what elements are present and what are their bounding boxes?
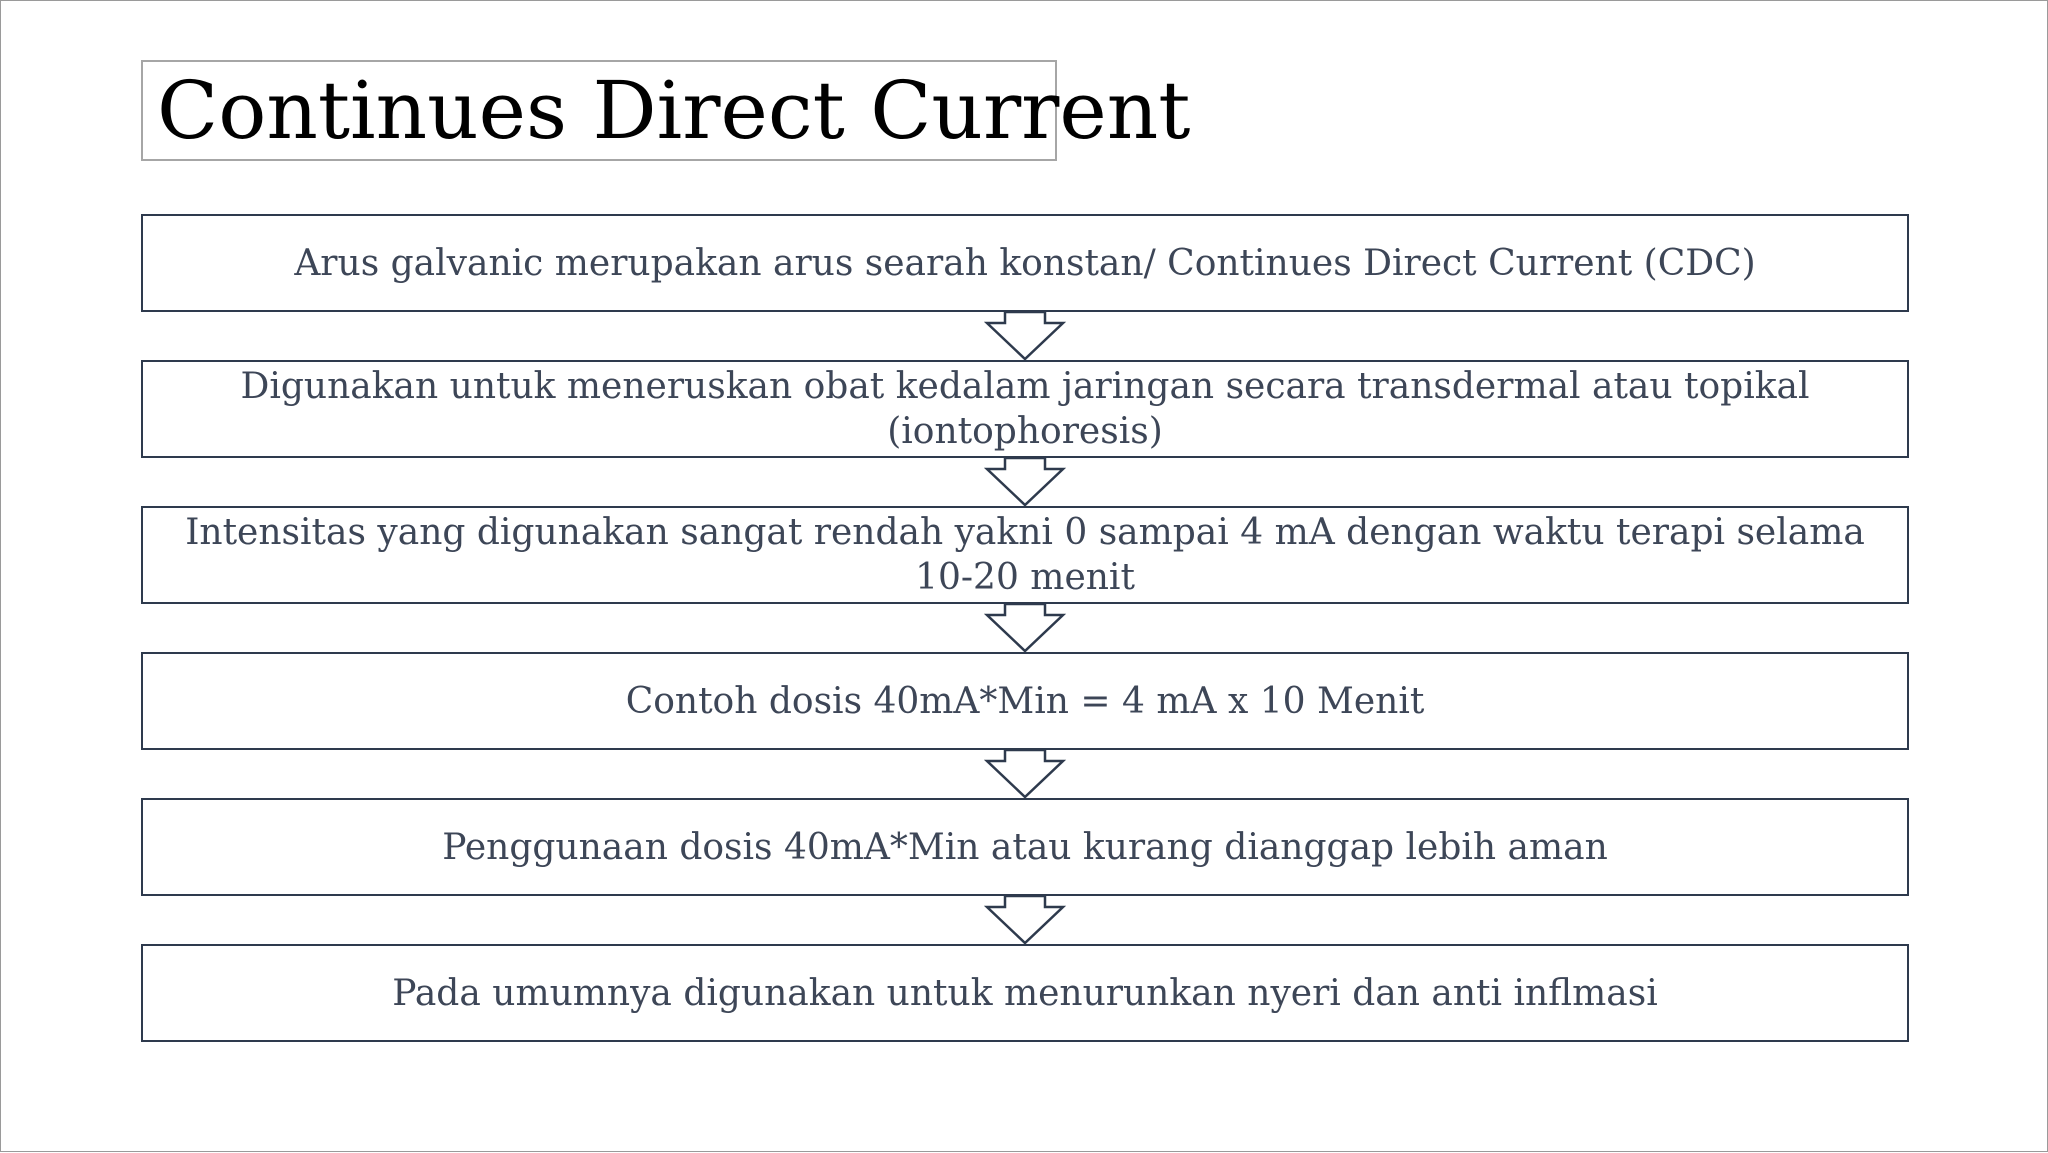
flow-step-4 (141, 652, 1909, 750)
down-arrow-icon-5 (987, 896, 1063, 943)
flow-step-2-text: Digunakan untuk meneruskan obat kedalam jaringan secara transdermal atau topikal (iontophoresis) (240, 366, 1810, 452)
flow-step-6-text: Pada umumnya digunakan untuk menurunkan nyeri dan anti inflmasi (392, 972, 1658, 1014)
flow-step-1 (141, 214, 1909, 312)
down-arrow-icon-3 (987, 604, 1063, 651)
flow-step-2 (141, 360, 1909, 458)
flow-step-5-text: Penggunaan dosis 40mA*Min atau kurang dianggap lebih aman (442, 826, 1608, 868)
flow-step-6 (141, 944, 1909, 1042)
down-arrow-icon-1 (987, 312, 1063, 359)
flow-step-3-text: Intensitas yang digunakan sangat rendah yakni 0 sampai 4 mA dengan waktu terapi selama 10-20 menit (185, 512, 1865, 598)
slide-title: Continues Direct Current (157, 63, 1191, 157)
flow-step-5 (141, 798, 1909, 896)
flow-step-4-text: Contoh dosis 40mA*Min = 4 mA x 10 Menit (625, 680, 1425, 722)
flow-step-1-text: Arus galvanic merupakan arus searah konstan/ Continues Direct Current (CDC) (294, 242, 1756, 284)
title-box (141, 60, 1191, 161)
flow-step-3 (141, 506, 1909, 604)
down-arrow-icon-2 (987, 458, 1063, 505)
down-arrow-icon-4 (987, 750, 1063, 797)
